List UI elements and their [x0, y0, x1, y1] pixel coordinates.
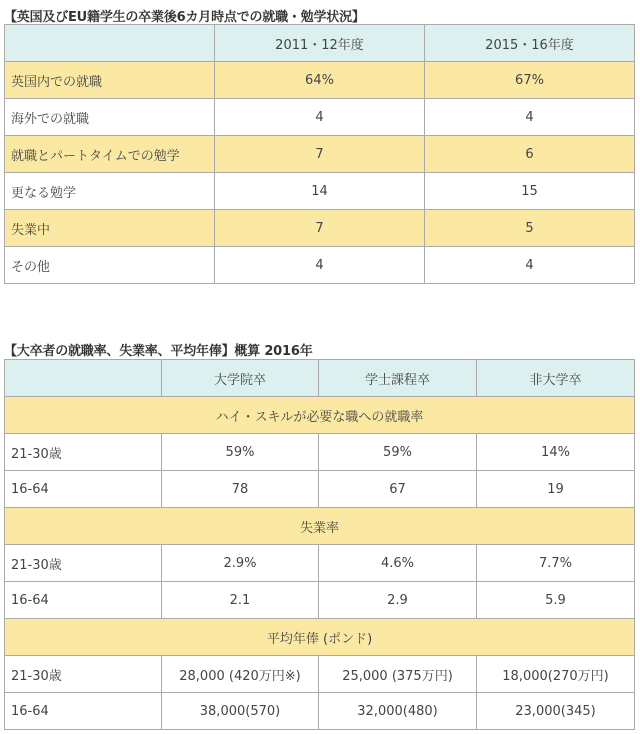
row-label: 21-30歳: [5, 434, 162, 471]
table-row: [5, 173, 635, 210]
table-row: [5, 210, 635, 247]
cell-value: 14%: [477, 434, 635, 471]
row-label: 16-64: [5, 471, 162, 508]
cell-value: 25,000 (375万円): [319, 656, 477, 693]
section-heading: 失業率: [5, 508, 635, 545]
cell-value: 15: [425, 173, 635, 210]
cell-value: 59%: [162, 434, 319, 471]
row-label: 更なる勉学: [5, 173, 215, 210]
cell-value: 18,000(270万円): [477, 656, 635, 693]
cell-value: 38,000(570): [162, 693, 319, 730]
table1-col-header: 2011・12年度: [215, 25, 425, 62]
cell-value: 59%: [319, 434, 477, 471]
row-label: 16-64: [5, 582, 162, 619]
section-heading-row: [5, 508, 635, 545]
table2-col-header: 大学院卒: [162, 360, 319, 397]
table-row: [5, 656, 635, 693]
table2-col-header: 非大学卒: [477, 360, 635, 397]
cell-value: 67: [319, 471, 477, 508]
table2-title: 【大卒者の就職率、失業率、平均年俸】概算 2016年: [4, 344, 313, 359]
cell-value: 67%: [425, 62, 635, 99]
cell-value: 4: [215, 99, 425, 136]
cell-value: 14: [215, 173, 425, 210]
cell-value: 6: [425, 136, 635, 173]
table2-header-blank: [5, 360, 162, 397]
section-heading: ハイ・スキルが必要な職への就職率: [5, 397, 635, 434]
cell-value: 7.7%: [477, 545, 635, 582]
cell-value: 7: [215, 136, 425, 173]
cell-value: 28,000 (420万円※): [162, 656, 319, 693]
table-row: [5, 582, 635, 619]
cell-value: 2.9%: [162, 545, 319, 582]
cell-value: 64%: [215, 62, 425, 99]
row-label: 21-30歳: [5, 545, 162, 582]
table-row: [5, 247, 635, 284]
row-label: 失業中: [5, 210, 215, 247]
cell-value: 2.1: [162, 582, 319, 619]
cell-value: 19: [477, 471, 635, 508]
cell-value: 32,000(480): [319, 693, 477, 730]
row-label: その他: [5, 247, 215, 284]
table-row: [5, 434, 635, 471]
table-row: [5, 693, 635, 730]
table1-title: 【英国及びEU籍学生の卒業後6カ月時点での就職・勉学状況】: [4, 10, 365, 25]
table1-header-blank: [5, 25, 215, 62]
row-label: 21-30歳: [5, 656, 162, 693]
cell-value: 4: [425, 99, 635, 136]
table-row: [5, 62, 635, 99]
row-label: 就職とパートタイムでの勉学: [5, 136, 215, 173]
table2-header-row: [5, 360, 635, 397]
table2-col-header: 学士課程卒: [319, 360, 477, 397]
cell-value: 4.6%: [319, 545, 477, 582]
table-row: [5, 99, 635, 136]
cell-value: 7: [215, 210, 425, 247]
section-heading: 平均年俸 (ポンド): [5, 619, 635, 656]
section-heading-row: [5, 397, 635, 434]
table-row: [5, 545, 635, 582]
row-label: 16-64: [5, 693, 162, 730]
cell-value: 5.9: [477, 582, 635, 619]
table-row: [5, 136, 635, 173]
row-label: 海外での就職: [5, 99, 215, 136]
table-row: [5, 471, 635, 508]
cell-value: 5: [425, 210, 635, 247]
cell-value: 4: [425, 247, 635, 284]
table1-col-header: 2015・16年度: [425, 25, 635, 62]
section-heading-row: [5, 619, 635, 656]
cell-value: 2.9: [319, 582, 477, 619]
cell-value: 78: [162, 471, 319, 508]
graduate-employment-table: [4, 359, 635, 730]
cell-value: 23,000(345): [477, 693, 635, 730]
table1-header-row: [5, 25, 635, 62]
row-label: 英国内での就職: [5, 62, 215, 99]
employment-status-table: [4, 24, 635, 284]
cell-value: 4: [215, 247, 425, 284]
